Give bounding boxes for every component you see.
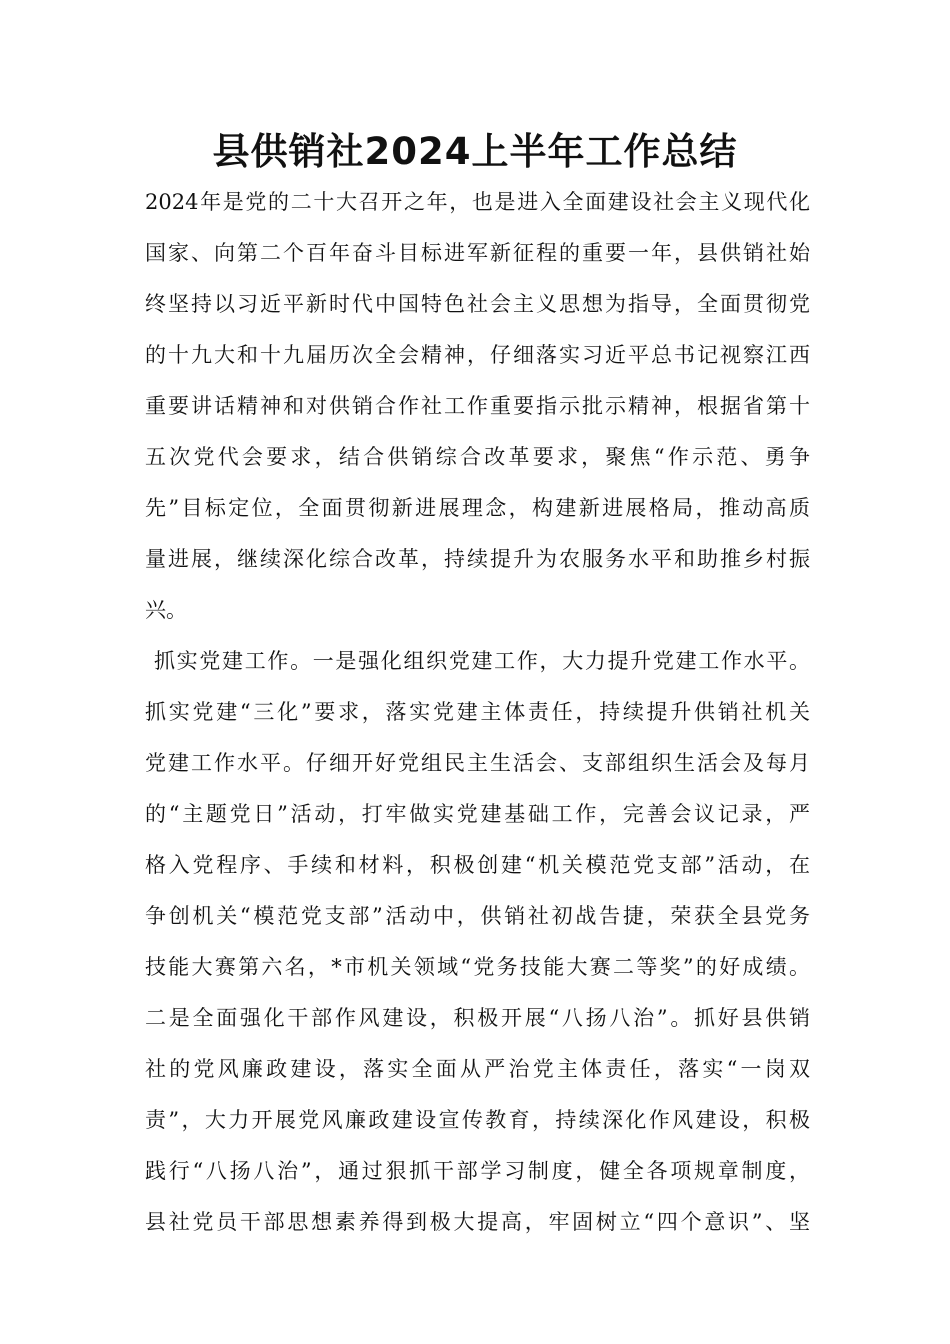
- text-line: 重要讲话精神和对供销合作社工作重要指示批示精神，根据省第十: [145, 394, 810, 418]
- text-line: 社的党风廉政建设，落实全面从严治党主体责任，落实“一岗双: [145, 1057, 810, 1081]
- text-line: 格入党程序、手续和材料，积极创建“机关模范党支部”活动，在: [145, 853, 810, 877]
- text-line: 二是全面强化干部作风建设，积极开展“八扬八治”。抓好县供销: [145, 1006, 810, 1030]
- text-line: 量进展，继续深化综合改革，持续提升为农服务水平和助推乡村振: [145, 547, 810, 571]
- text-line: 2024年是党的二十大召开之年，也是进入全面建设社会主义现代化: [145, 190, 810, 214]
- text-line: 先”目标定位，全面贯彻新进展理念，构建新进展格局，推动高质: [145, 496, 810, 520]
- document-body: [145, 177, 810, 1248]
- text-line: 五次党代会要求，结合供销综合改革要求，聚焦“作示范、勇争: [145, 445, 810, 469]
- section-heading-line: 抓实党建工作。一是强化组织党建工作，大力提升党建工作水平。: [154, 649, 810, 673]
- text-line: 党建工作水平。仔细开好党组民主生活会、支部组织生活会及每月: [145, 751, 810, 775]
- text-line: 国家、向第二个百年奋斗目标进军新征程的重要一年，县供销社始: [145, 241, 810, 265]
- text-line: 终坚持以习近平新时代中国特色社会主义思想为指导，全面贯彻党: [145, 292, 810, 316]
- text-line: 兴。: [145, 598, 187, 622]
- text-line: 抓实党建“三化”要求，落实党建主体责任，持续提升供销社机关: [145, 700, 810, 724]
- text-line: 的十九大和十九届历次全会精神，仔细落实习近平总书记视察江西: [145, 343, 810, 367]
- text-line: 的“主题党日”活动，打牢做实党建基础工作，完善会议记录，严: [145, 802, 810, 826]
- text-line: 责”，大力开展党风廉政建设宣传教育，持续深化作风建设，积极: [145, 1108, 810, 1132]
- text-line: 践行“八扬八治”，通过狠抓干部学习制度，健全各项规章制度，: [145, 1159, 810, 1183]
- document-title: 县供销社2024上半年工作总结: [212, 130, 738, 173]
- text-line: 技能大赛第六名，*市机关领域“党务技能大赛二等奖”的好成绩。: [145, 955, 810, 979]
- text-line: 争创机关“模范党支部”活动中，供销社初战告捷，荣获全县党务: [145, 904, 810, 928]
- text-line: 县社党员干部思想素养得到极大提高，牢固树立“四个意识”、坚: [145, 1210, 810, 1234]
